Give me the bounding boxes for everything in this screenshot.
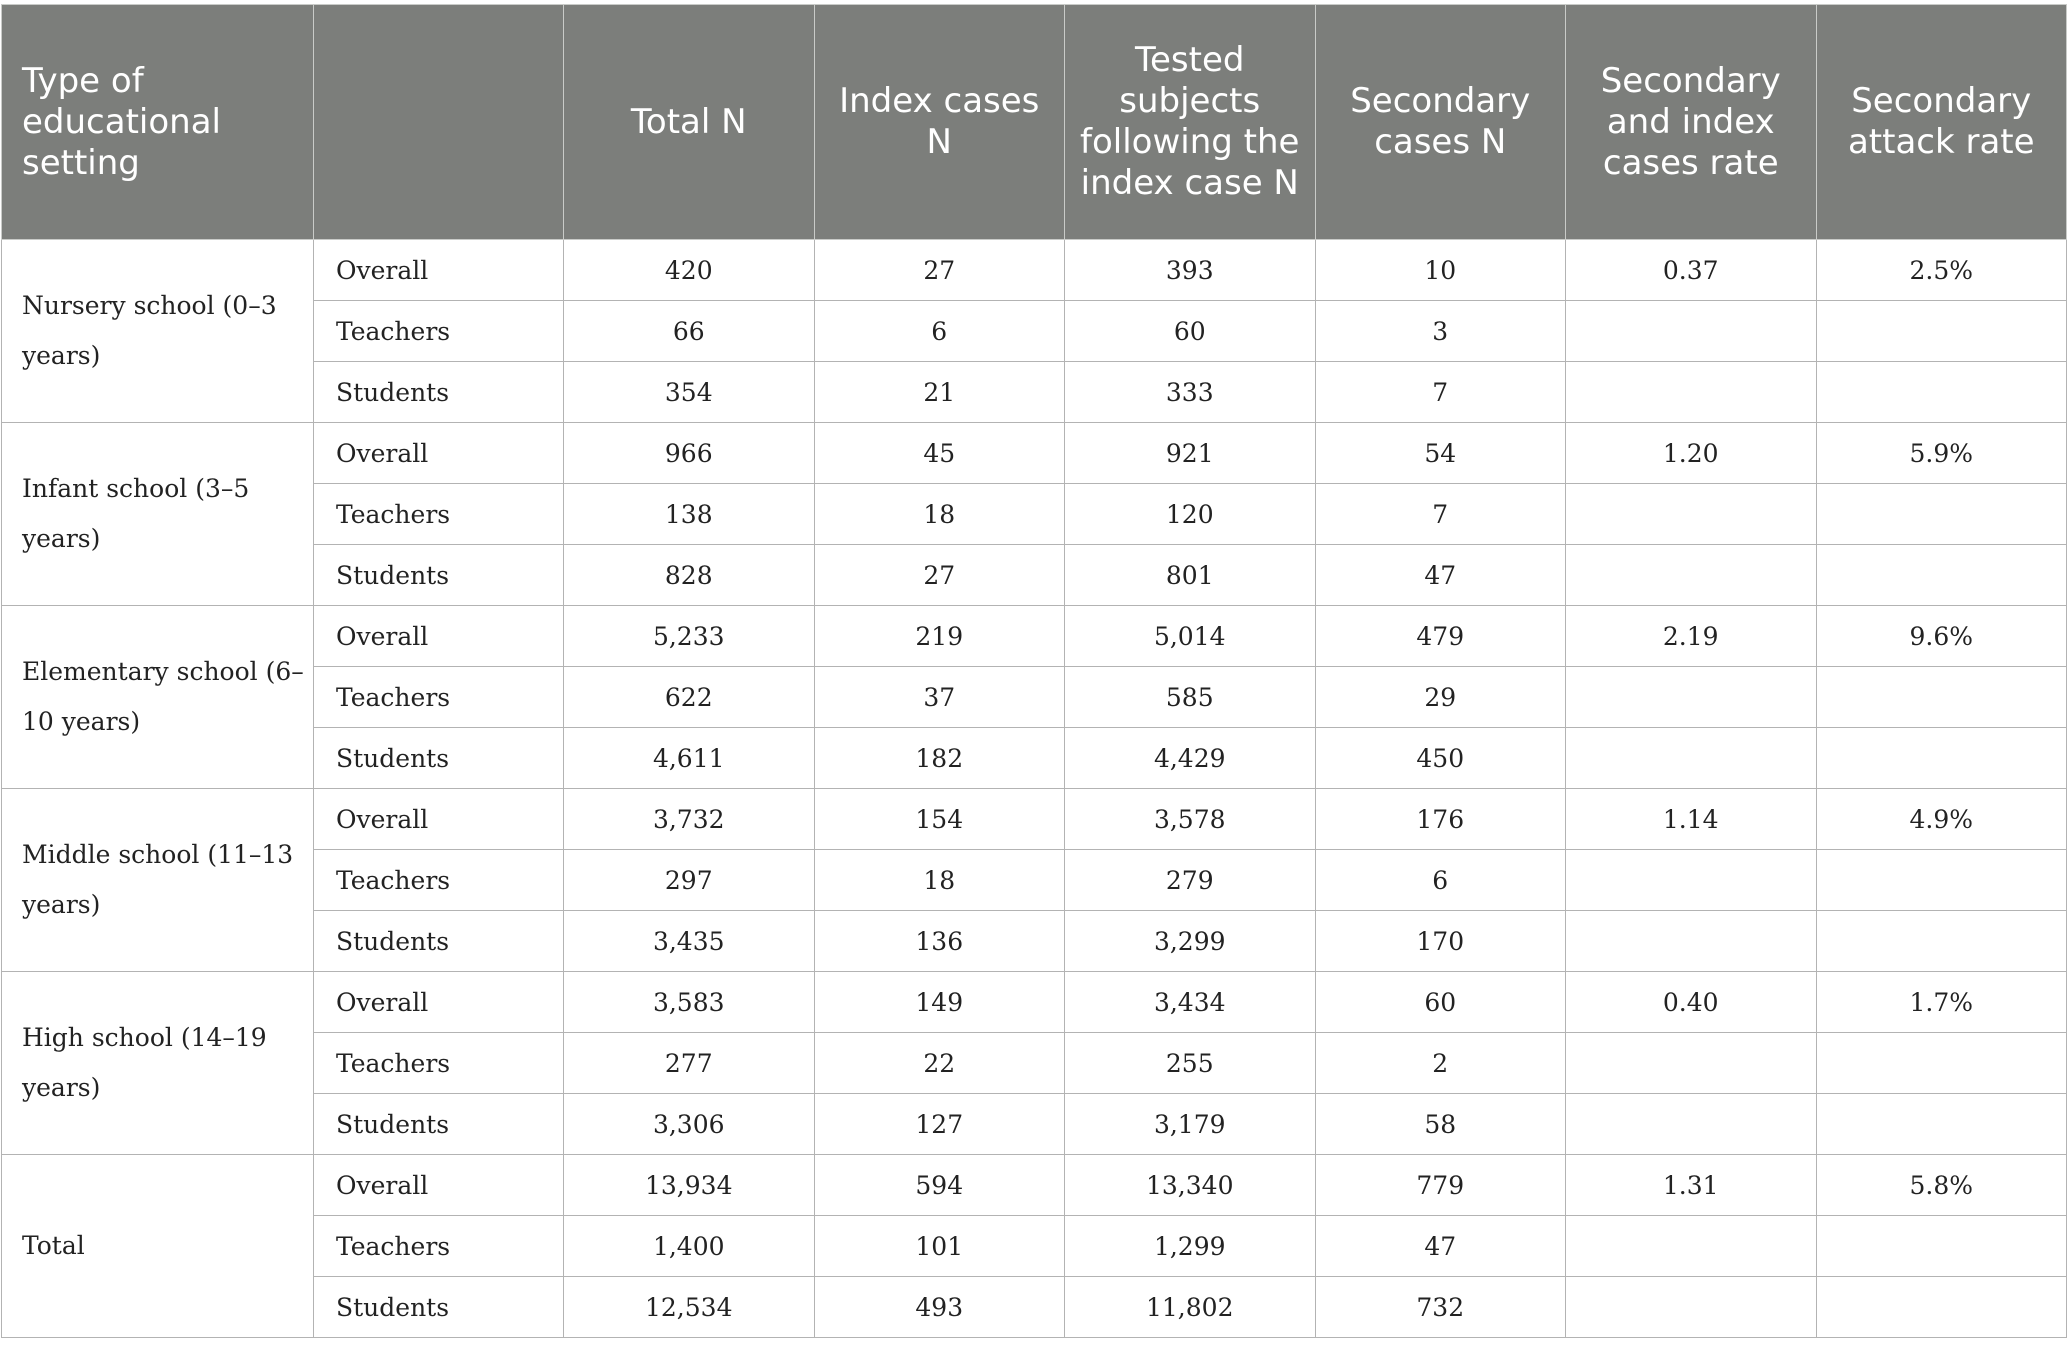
cell-subgroup: Teachers (314, 1216, 564, 1277)
cell-tested-subjects: 60 (1065, 301, 1316, 362)
cell-secondary-cases: 6 (1315, 850, 1566, 911)
cell-rate (1566, 362, 1817, 423)
cell-total: 828 (564, 545, 815, 606)
cell-attack-rate: 2.5% (1816, 240, 2067, 301)
cell-index-cases: 18 (814, 484, 1065, 545)
cell-total: 622 (564, 667, 815, 728)
cell-secondary-cases: 732 (1315, 1277, 1566, 1338)
cell-total: 13,934 (564, 1155, 815, 1216)
cell-subgroup: Teachers (314, 301, 564, 362)
cell-rate: 1.14 (1566, 789, 1817, 850)
cell-index-cases: 27 (814, 545, 1065, 606)
cell-tested-subjects: 120 (1065, 484, 1316, 545)
cell-attack-rate (1816, 850, 2067, 911)
cell-subgroup: Students (314, 911, 564, 972)
cell-index-cases: 149 (814, 972, 1065, 1033)
cell-attack-rate (1816, 1033, 2067, 1094)
cell-subgroup: Overall (314, 972, 564, 1033)
cell-rate (1566, 911, 1817, 972)
cell-attack-rate: 1.7% (1816, 972, 2067, 1033)
cell-rate: 0.40 (1566, 972, 1817, 1033)
cell-rate (1566, 1094, 1817, 1155)
cell-secondary-cases: 47 (1315, 545, 1566, 606)
cell-attack-rate (1816, 1216, 2067, 1277)
cell-index-cases: 6 (814, 301, 1065, 362)
cell-index-cases: 101 (814, 1216, 1065, 1277)
cell-index-cases: 27 (814, 240, 1065, 301)
cell-setting: Total (2, 1155, 314, 1338)
header-index-cases: Index cases N (814, 5, 1065, 240)
cell-attack-rate (1816, 667, 2067, 728)
cell-tested-subjects: 255 (1065, 1033, 1316, 1094)
cell-setting: High school (14–19 years) (2, 972, 314, 1155)
cell-index-cases: 45 (814, 423, 1065, 484)
header-attack-rate: Secondary attack rate (1816, 5, 2067, 240)
cell-rate: 1.20 (1566, 423, 1817, 484)
cell-secondary-cases: 479 (1315, 606, 1566, 667)
cell-total: 3,435 (564, 911, 815, 972)
cell-tested-subjects: 801 (1065, 545, 1316, 606)
cell-attack-rate (1816, 1094, 2067, 1155)
cell-total: 354 (564, 362, 815, 423)
cell-total: 138 (564, 484, 815, 545)
table-row (2, 789, 2067, 850)
cell-subgroup: Overall (314, 789, 564, 850)
cell-subgroup: Overall (314, 423, 564, 484)
cell-total: 966 (564, 423, 815, 484)
cell-total: 297 (564, 850, 815, 911)
cell-subgroup: Overall (314, 606, 564, 667)
cell-index-cases: 219 (814, 606, 1065, 667)
table-container (0, 4, 2068, 1338)
header-tested-subjects: Tested subjects following the index case N (1065, 5, 1316, 240)
cell-total: 277 (564, 1033, 815, 1094)
cell-secondary-cases: 3 (1315, 301, 1566, 362)
cell-tested-subjects: 11,802 (1065, 1277, 1316, 1338)
cell-secondary-cases: 7 (1315, 362, 1566, 423)
cell-attack-rate: 4.9% (1816, 789, 2067, 850)
cell-subgroup: Teachers (314, 1033, 564, 1094)
table-row (2, 1155, 2067, 1216)
table-row (2, 240, 2067, 301)
cell-tested-subjects: 1,299 (1065, 1216, 1316, 1277)
cell-tested-subjects: 279 (1065, 850, 1316, 911)
cell-total: 66 (564, 301, 815, 362)
cell-rate: 0.37 (1566, 240, 1817, 301)
table-row (2, 972, 2067, 1033)
cell-tested-subjects: 921 (1065, 423, 1316, 484)
cell-secondary-cases: 176 (1315, 789, 1566, 850)
cell-index-cases: 37 (814, 667, 1065, 728)
cell-subgroup: Students (314, 1277, 564, 1338)
cell-secondary-cases: 29 (1315, 667, 1566, 728)
cell-tested-subjects: 3,434 (1065, 972, 1316, 1033)
cell-total: 3,306 (564, 1094, 815, 1155)
cell-subgroup: Students (314, 545, 564, 606)
cell-secondary-cases: 2 (1315, 1033, 1566, 1094)
cell-tested-subjects: 585 (1065, 667, 1316, 728)
cell-secondary-cases: 450 (1315, 728, 1566, 789)
table-body (2, 240, 2067, 1338)
cell-subgroup: Teachers (314, 667, 564, 728)
cell-index-cases: 493 (814, 1277, 1065, 1338)
header-rate: Secondary and index cases rate (1566, 5, 1817, 240)
cell-secondary-cases: 779 (1315, 1155, 1566, 1216)
table-row (2, 606, 2067, 667)
cell-attack-rate (1816, 911, 2067, 972)
cell-secondary-cases: 47 (1315, 1216, 1566, 1277)
header-setting: Type of educational setting (2, 5, 314, 240)
cell-index-cases: 182 (814, 728, 1065, 789)
cell-index-cases: 18 (814, 850, 1065, 911)
cell-setting: Nursery school (0–3 years) (2, 240, 314, 423)
cell-total: 4,611 (564, 728, 815, 789)
header-secondary-cases: Secondary cases N (1315, 5, 1566, 240)
cell-subgroup: Students (314, 728, 564, 789)
cell-rate (1566, 1277, 1817, 1338)
cell-secondary-cases: 10 (1315, 240, 1566, 301)
cell-total: 1,400 (564, 1216, 815, 1277)
cell-attack-rate (1816, 1277, 2067, 1338)
cell-tested-subjects: 5,014 (1065, 606, 1316, 667)
cell-attack-rate (1816, 728, 2067, 789)
cell-total: 12,534 (564, 1277, 815, 1338)
cell-attack-rate: 5.8% (1816, 1155, 2067, 1216)
cell-secondary-cases: 54 (1315, 423, 1566, 484)
cell-index-cases: 21 (814, 362, 1065, 423)
cell-rate (1566, 850, 1817, 911)
cell-attack-rate (1816, 362, 2067, 423)
cell-total: 3,732 (564, 789, 815, 850)
cell-rate: 1.31 (1566, 1155, 1817, 1216)
cell-secondary-cases: 170 (1315, 911, 1566, 972)
cell-index-cases: 154 (814, 789, 1065, 850)
cell-rate (1566, 728, 1817, 789)
cell-attack-rate (1816, 545, 2067, 606)
cell-attack-rate: 5.9% (1816, 423, 2067, 484)
cell-index-cases: 136 (814, 911, 1065, 972)
cell-setting: Middle school (11–13 years) (2, 789, 314, 972)
cell-rate (1566, 1216, 1817, 1277)
data-table (1, 4, 2067, 1338)
cell-rate (1566, 484, 1817, 545)
cell-subgroup: Teachers (314, 484, 564, 545)
cell-total: 3,583 (564, 972, 815, 1033)
cell-tested-subjects: 3,179 (1065, 1094, 1316, 1155)
cell-subgroup: Students (314, 1094, 564, 1155)
cell-attack-rate: 9.6% (1816, 606, 2067, 667)
cell-rate (1566, 667, 1817, 728)
cell-index-cases: 594 (814, 1155, 1065, 1216)
cell-total: 420 (564, 240, 815, 301)
cell-secondary-cases: 7 (1315, 484, 1566, 545)
cell-secondary-cases: 58 (1315, 1094, 1566, 1155)
header-subgroup (314, 5, 564, 240)
header-row (2, 5, 2067, 240)
cell-subgroup: Overall (314, 240, 564, 301)
cell-tested-subjects: 13,340 (1065, 1155, 1316, 1216)
cell-tested-subjects: 3,299 (1065, 911, 1316, 972)
cell-rate (1566, 301, 1817, 362)
cell-setting: Elementary school (6–10 years) (2, 606, 314, 789)
cell-secondary-cases: 60 (1315, 972, 1566, 1033)
cell-subgroup: Overall (314, 1155, 564, 1216)
cell-subgroup: Teachers (314, 850, 564, 911)
cell-rate: 2.19 (1566, 606, 1817, 667)
table-row (2, 423, 2067, 484)
cell-attack-rate (1816, 484, 2067, 545)
cell-tested-subjects: 3,578 (1065, 789, 1316, 850)
cell-rate (1566, 1033, 1817, 1094)
cell-total: 5,233 (564, 606, 815, 667)
cell-tested-subjects: 393 (1065, 240, 1316, 301)
cell-rate (1566, 545, 1817, 606)
cell-setting: Infant school (3–5 years) (2, 423, 314, 606)
table-header (2, 5, 2067, 240)
header-total: Total N (564, 5, 815, 240)
cell-attack-rate (1816, 301, 2067, 362)
cell-tested-subjects: 333 (1065, 362, 1316, 423)
cell-index-cases: 22 (814, 1033, 1065, 1094)
cell-tested-subjects: 4,429 (1065, 728, 1316, 789)
cell-index-cases: 127 (814, 1094, 1065, 1155)
cell-subgroup: Students (314, 362, 564, 423)
